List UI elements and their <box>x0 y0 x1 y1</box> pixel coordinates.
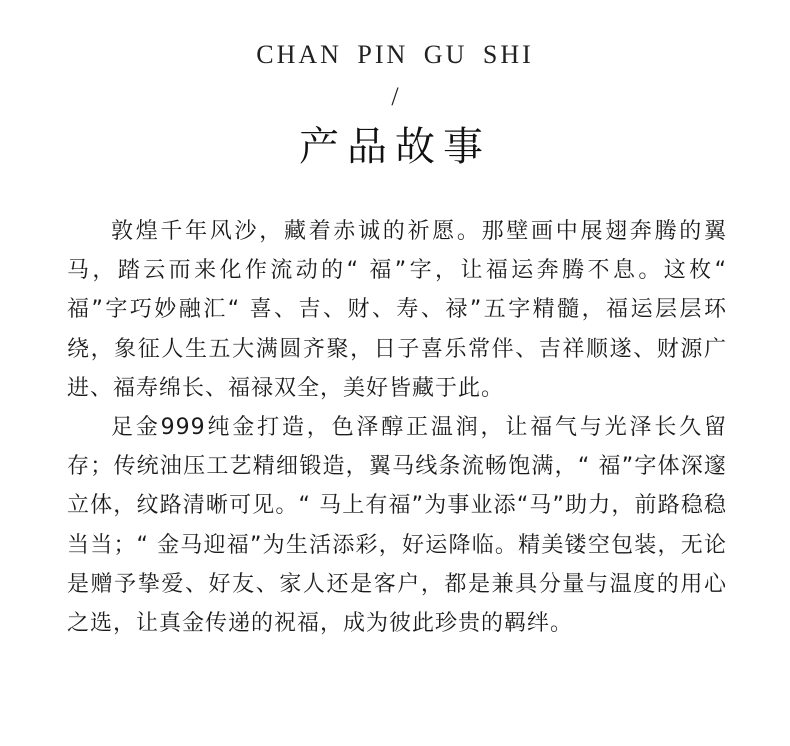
story-body <box>67 212 727 643</box>
pinyin-heading: CHAN PIN GU SHI <box>256 40 534 69</box>
story-paragraph-2: 足金999纯金打造，色泽醇正温润，让福气与光泽长久留存；传统油压工艺精细锻造，翼马线条流畅饱满，“ 福”字体深邃立体，纹路清晰可见。“ 马上有福”为事业添“马”助力，前路稳稳当当；“ 金马迎福”为生活添彩，好运降临。精美镂空包装，无论是赠予挚爱、好友、家人还是客户，都是兼具分量与温度的用心之选，让真金传递的祝福，成为彼此珍贵的羁绊。 <box>67 415 727 637</box>
heading-divider: / <box>391 82 399 111</box>
page-title: 产品故事 <box>299 124 491 170</box>
story-paragraph-1: 敦煌千年风沙，藏着赤诚的祈愿。那壁画中展翅奔腾的翼马，踏云而来化作流动的“ 福”字，让福运奔腾不息。这枚“ 福”字巧妙融汇“ 喜、吉、财、寿、禄”五字精髓，福运层层环绕，象征人生五大满圆齐聚，日子喜乐常伴、吉祥顺遂、财源广进、福寿绵长、福禄双全，美好皆藏于此。 <box>67 219 727 401</box>
